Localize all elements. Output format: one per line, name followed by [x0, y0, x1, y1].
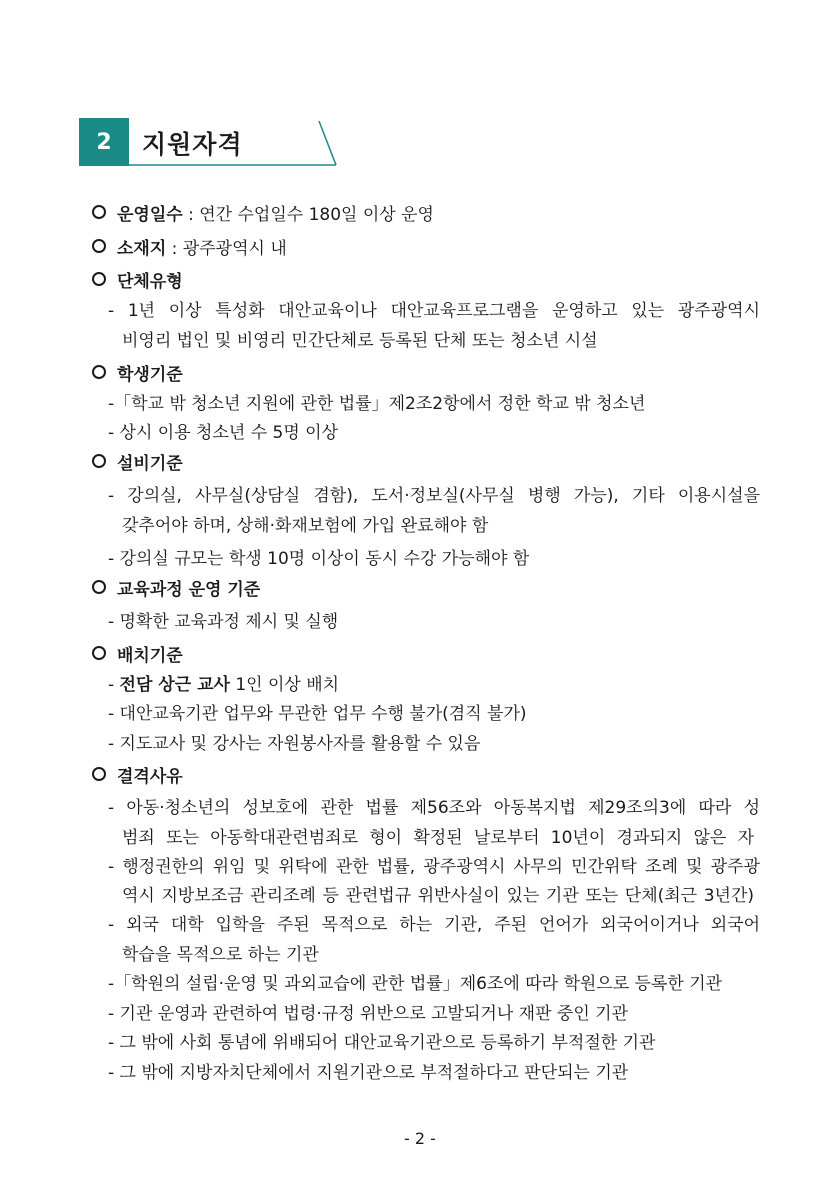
list-item-location: 소재지 : 광주광역시 내 [92, 238, 287, 260]
list-subitem: -「학교 밖 청소년 지원에 관한 법률」제2조2항에서 정한 학교 밖 청소년 [108, 394, 646, 414]
list-subitem: - 외국 대학 입학을 주된 목적으로 하는 기관, 주된 언어가 외국어이거나 외국어 [108, 915, 760, 935]
list-subitem: -「학원의 설립·운영 및 과외교습에 관한 법률」제6조에 따라 학원으로 등록한 기관 [108, 974, 723, 994]
list-subitem: - 그 밖에 사회 통념에 위배되어 대안교육기관으로 등록하기 부적절한 기관 [108, 1033, 656, 1053]
circle-bullet-icon [92, 454, 106, 468]
list-subitem: - 상시 이용 청소년 수 5명 이상 [108, 423, 339, 443]
list-subitem-continuation: 비영리 법인 및 비영리 민간단체로 등록된 단체 또는 청소년 시설 [122, 331, 598, 351]
list-item-disqualification: 결격사유 [92, 766, 183, 788]
list-subitem: - 기관 운영과 관련하여 법령·규정 위반으로 고발되거나 재판 중인 기관 [108, 1004, 628, 1024]
section-number: 2 [79, 118, 129, 166]
circle-bullet-icon [92, 767, 106, 781]
list-item-staffing: 배치기준 [92, 645, 183, 667]
list-subitem: - 강의실 규모는 학생 10명 이상이 동시 수강 가능해야 함 [108, 549, 530, 569]
list-item-student-criteria: 학생기준 [92, 364, 183, 386]
list-subitem-continuation: 역시 지방보조금 관리조례 등 관련법규 위반사실이 있는 기관 또는 단체(최근 3년간) [122, 886, 754, 906]
circle-bullet-icon [92, 646, 106, 660]
circle-bullet-icon [92, 205, 106, 219]
list-subitem-continuation: 학습을 목적으로 하는 기관 [122, 945, 319, 965]
list-subitem: - 강의실, 사무실(상담실 겸함), 도서·정보실(사무실 병행 가능), 기타 이용시설을 [108, 486, 760, 506]
circle-bullet-icon [92, 365, 106, 379]
list-subitem: - 행정권한의 위임 및 위탁에 관한 법률, 광주광역시 사무의 민간위탁 조례 및 광주광 [108, 857, 760, 877]
circle-bullet-icon [92, 580, 106, 594]
list-subitem-continuation: 갖추어야 하며, 상해·화재보험에 가입 완료해야 함 [122, 516, 489, 536]
list-item-facility-criteria: 설비기준 [92, 453, 183, 475]
list-item-curriculum: 교육과정 운영 기준 [92, 579, 260, 601]
section-title: 지원자격 [142, 130, 243, 159]
section-header [79, 118, 341, 168]
list-item-operating-days: 운영일수 : 연간 수업일수 180일 이상 운영 [92, 204, 434, 226]
page-number: - 2 - [404, 1129, 436, 1148]
list-subitem: - 전담 상근 교사 1인 이상 배치 [108, 675, 340, 695]
list-subitem: - 대안교육기관 업무와 무관한 업무 수행 불가(겸직 불가) [108, 704, 527, 724]
list-subitem: - 1년 이상 특성화 대안교육이나 대안교육프로그램을 운영하고 있는 광주광역시 [108, 301, 760, 321]
list-subitem: - 명확한 교육과정 제시 및 실행 [108, 612, 339, 632]
list-subitem-continuation: 범죄 또는 아동학대관련범죄로 형이 확정된 날로부터 10년이 경과되지 않은 자 [122, 828, 754, 848]
list-subitem: - 아동·청소년의 성보호에 관한 법률 제56조와 아동복지법 제29조의3에 따라 성 [108, 798, 760, 818]
list-subitem: - 지도교사 및 강사는 자원봉사자를 활용할 수 있음 [108, 734, 481, 754]
circle-bullet-icon [92, 239, 106, 253]
circle-bullet-icon [92, 272, 106, 286]
list-item-org-type: 단체유형 [92, 271, 183, 293]
list-subitem: - 그 밖에 지방자치단체에서 지원기관으로 부적절하다고 판단되는 기관 [108, 1063, 629, 1083]
